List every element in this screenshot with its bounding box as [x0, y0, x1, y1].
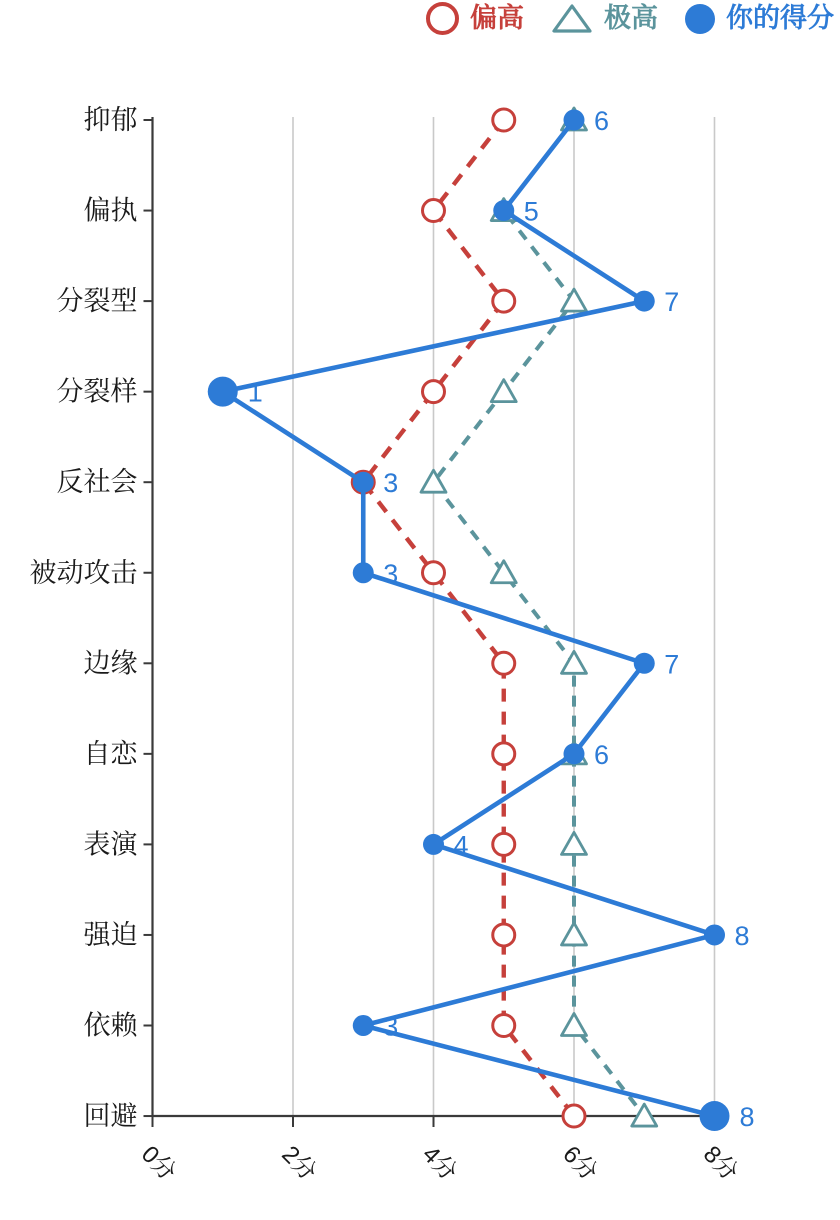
point-value-label: 6: [594, 106, 610, 136]
point-value-label: 5: [523, 196, 539, 227]
data-point-open-triangle: [491, 380, 516, 402]
point-value-label: 3: [383, 468, 399, 499]
x-axis-tick-label: 6分: [557, 1140, 603, 1187]
category-label: 被动攻击: [29, 557, 138, 588]
data-point-open-triangle: [562, 289, 587, 311]
legend-item-high[interactable]: [426, 2, 524, 35]
series-line-0: [363, 120, 574, 1116]
legend-label-high: 偏高: [470, 3, 524, 33]
data-point-filled-circle: [634, 291, 655, 312]
data-point-open-circle: [493, 924, 515, 946]
x-axis-tick-label: 0分: [135, 1140, 182, 1187]
category-label: 边缘: [83, 648, 138, 679]
category-label: 偏执: [83, 195, 138, 226]
point-value-label: 7: [664, 649, 680, 680]
data-point-open-triangle: [562, 651, 587, 673]
point-value-label: 8: [734, 920, 750, 951]
data-point-open-circle: [423, 381, 445, 403]
point-value-label: 3: [383, 558, 399, 589]
data-point-filled-circle: [423, 834, 444, 855]
data-point-filled-circle: [564, 110, 585, 131]
legend-item-very-high[interactable]: [551, 3, 658, 34]
data-point-filled-circle: [564, 743, 585, 764]
category-label: 表演: [83, 829, 138, 860]
category-label: 分裂样: [56, 376, 138, 407]
x-axis-tick-label: 2分: [276, 1140, 322, 1187]
data-point-filled-circle: [353, 562, 374, 583]
point-value-label: 3: [383, 1011, 399, 1042]
x-axis-tick-label: 8分: [697, 1140, 744, 1187]
point-value-label: 7: [664, 287, 680, 318]
data-point-filled-circle: [634, 653, 655, 674]
x-axis-tick-label: 4分: [416, 1140, 463, 1187]
category-label: 分裂型: [56, 286, 138, 317]
data-point-open-circle: [423, 200, 445, 222]
data-point-open-circle: [493, 290, 515, 312]
point-value-label: 8: [739, 1102, 755, 1133]
data-point-open-circle: [493, 743, 515, 765]
open-circle-icon: [426, 2, 459, 35]
category-label: 回避: [83, 1101, 138, 1132]
data-point-open-circle: [493, 652, 515, 674]
data-point-filled-circle: [208, 377, 238, 407]
category-label: 依赖: [83, 1010, 138, 1041]
data-point-open-circle: [493, 833, 515, 855]
category-label: 自恋: [83, 738, 138, 769]
filled-circle-icon: [685, 4, 715, 34]
category-label: 强迫: [83, 919, 138, 950]
series-line-1: [434, 120, 645, 1116]
data-point-open-circle: [493, 1015, 515, 1037]
legend-label-very-high: 极高: [604, 3, 658, 33]
data-point-filled-circle: [353, 472, 374, 493]
data-point-open-triangle: [562, 1014, 587, 1036]
data-point-filled-circle: [493, 200, 514, 221]
point-value-label: 1: [247, 377, 263, 408]
point-value-label: 4: [453, 830, 469, 861]
legend-label-your-score: 你的得分: [726, 3, 834, 33]
category-label: 反社会: [56, 467, 138, 498]
data-point-filled-circle: [700, 1101, 730, 1131]
data-point-open-circle: [493, 109, 515, 131]
data-point-open-circle: [563, 1105, 585, 1127]
data-point-filled-circle: [704, 924, 725, 945]
chart-legend: [426, 2, 834, 35]
point-value-label: 6: [594, 739, 610, 770]
data-point-open-triangle: [562, 832, 587, 854]
open-triangle-icon: [551, 3, 593, 34]
data-point-open-triangle: [562, 923, 587, 945]
legend-item-your-score[interactable]: [685, 4, 834, 34]
data-point-open-circle: [423, 562, 445, 584]
category-label: 抑郁: [83, 105, 138, 135]
data-point-filled-circle: [353, 1015, 374, 1036]
